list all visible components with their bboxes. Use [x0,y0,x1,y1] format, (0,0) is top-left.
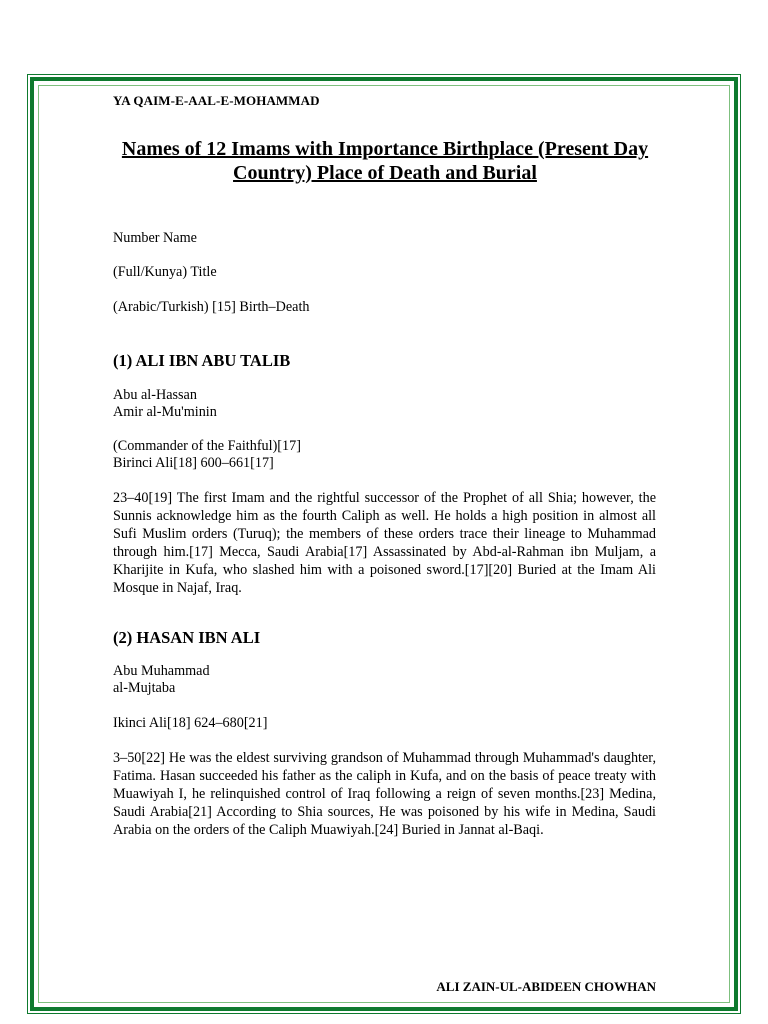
imam-2-heading: (2) HASAN IBN ALI [113,628,261,647]
column-line-1: Number Name [113,230,197,246]
imam-1-turkish-dates: Birinci Ali[18] 600–661[17] [113,455,274,471]
imam-1-heading: (1) ALI IBN ABU TALIB [113,351,291,370]
imam-2-kunya: Abu Muhammad [113,663,210,679]
footer-author: ALI ZAIN-UL-ABIDEEN CHOWHAN [436,979,656,994]
imam-1-description: 23–40[19] The first Imam and the rightful successor of the Prophet of all Shia; however, the Sunnis acknowledge him as the fourth Caliph as well. He holds a high position in almost all Sufi Muslim orders (Turuq); the members of these orders trace their lineage to Muhammad through him.[17] Mecca, Saudi Arabia[17] Assassinated by Abd-al-Rahman ibn Muljam, a Kharijite in Kufa, who slashed him with a poisoned sword.[17][20] Buried at the Imam Ali Mosque in Najaf, Iraq. [113,490,656,596]
imam-2-turkish-dates: Ikinci Ali[18] 624–680[21] [113,715,268,731]
imam-1-kunya: Abu al-Hassan [113,387,197,403]
header-text: YA QAIM-E-AAL-E-MOHAMMAD [113,93,320,108]
imam-1-title: Amir al-Mu'minin [113,404,217,420]
imam-1-title-note: (Commander of the Faithful)[17] [113,438,301,454]
document-title: Names of 12 Imams with Importance Birthplace (Present Day Country) Place of Death and Burial [121,138,649,184]
imam-2-description: 3–50[22] He was the eldest surviving grandson of Muhammad through Muhammad's daughter, Fatima. Hasan succeeded his father as the caliph in Kufa, and on the basis of peace treaty with Muawiyah I, he relinquished control of Iraq following a reign of seven months.[23] Medina, Saudi Arabia[21] According to Shia sources, He was poisoned by his wife in Medina, Saudi Arabia on the orders of the Caliph Muawiyah.[24] Buried in Jannat al-Baqi. [113,750,656,838]
column-line-2: (Full/Kunya) Title [113,264,217,280]
column-line-3: (Arabic/Turkish) [15] Birth–Death [113,299,310,315]
imam-2-title: al-Mujtaba [113,680,176,696]
